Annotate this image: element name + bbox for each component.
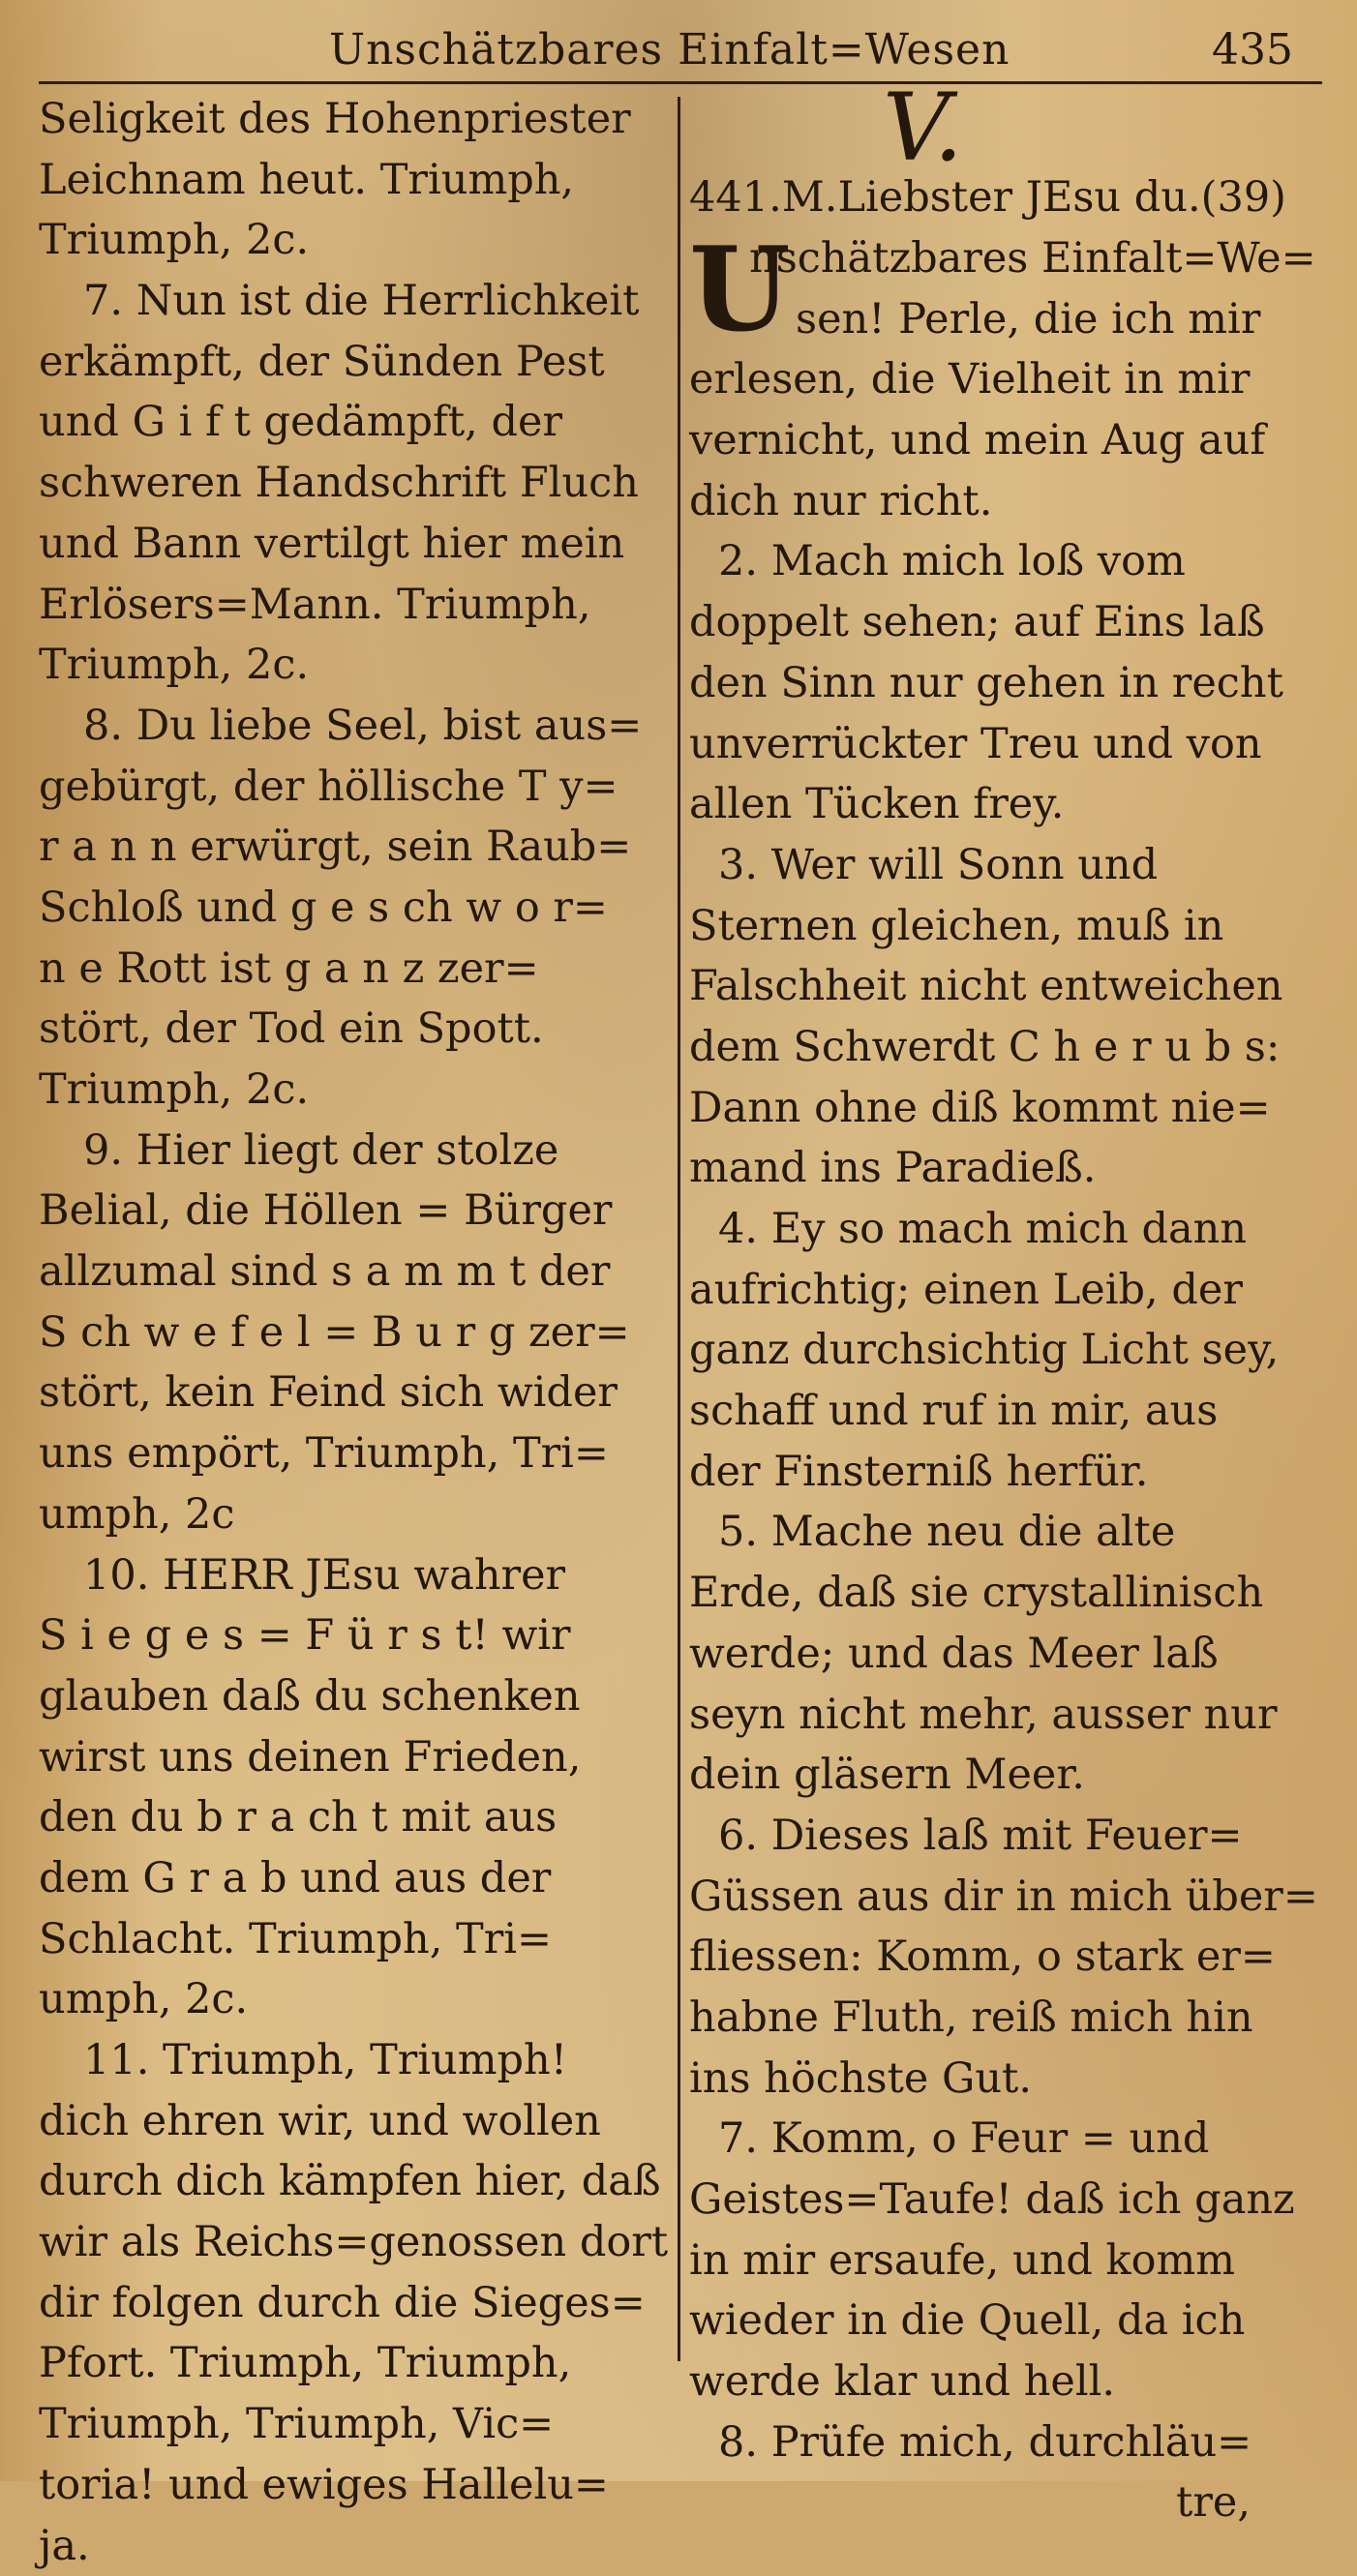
text-line: habne Fluth, reiß mich hin bbox=[689, 1988, 1328, 2049]
text-line: Triumph, Triumph, Vic= bbox=[39, 2394, 678, 2455]
text-line: 5. Mache neu die alte bbox=[689, 1502, 1328, 1563]
text-line: S ch w e f e l = B u r g zer= bbox=[39, 1303, 678, 1363]
text-line: Dann ohne diß kommt nie= bbox=[689, 1078, 1328, 1139]
page-number: 435 bbox=[1212, 25, 1293, 75]
text-line: dir folgen durch die Sieges= bbox=[39, 2273, 678, 2334]
text-line: und G i f t gedämpft, der bbox=[39, 392, 678, 453]
text-line: umph, 2c. bbox=[39, 1969, 678, 2030]
drop-cap: U bbox=[689, 232, 791, 348]
text-line: allen Tücken frey. bbox=[689, 774, 1328, 835]
text-line: stört, der Tod ein Spott. bbox=[39, 999, 678, 1060]
text-line: den du b r a ch t mit aus bbox=[39, 1787, 678, 1848]
text-line: Güssen aus dir in mich über= bbox=[689, 1867, 1328, 1928]
text-line: ja. bbox=[39, 2516, 678, 2576]
text-line: durch dich kämpfen hier, daß bbox=[39, 2151, 678, 2212]
text-line: uns empört, Triumph, Tri= bbox=[39, 1423, 678, 1484]
text-line: Leichnam heut. Triumph, bbox=[39, 150, 678, 211]
text-line: aufrichtig; einen Leib, der bbox=[689, 1260, 1328, 1321]
text-line: wieder in die Quell, da ich bbox=[689, 2291, 1328, 2351]
text-line: 3. Wer will Sonn und bbox=[689, 835, 1328, 896]
catchword: tre, bbox=[689, 2472, 1328, 2533]
text-line: und Bann vertilgt hier mein bbox=[39, 514, 678, 575]
column-divider bbox=[678, 97, 680, 2361]
text-line: dem G r a b und aus der bbox=[39, 1848, 678, 1909]
text-line: Schloß und g e s ch w o r= bbox=[39, 878, 678, 939]
text-line: Erde, daß sie crystallinisch bbox=[689, 1563, 1328, 1624]
text-line: dem Schwerdt C h e r u b s: bbox=[689, 1017, 1328, 1078]
text-line: dich ehren wir, und wollen bbox=[39, 2091, 678, 2152]
text-line: allzumal sind s a m m t der bbox=[39, 1242, 678, 1303]
text-line: stört, kein Feind sich wider bbox=[39, 1363, 678, 1423]
text-line: schweren Handschrift Fluch bbox=[39, 453, 678, 514]
text-line: fliessen: Komm, o stark er= bbox=[689, 1927, 1328, 1988]
text-line: der Finsterniß herfür. bbox=[689, 1442, 1328, 1503]
text-line: glauben daß du schenken bbox=[39, 1666, 678, 1727]
text-line: sen! Perle, die ich mir bbox=[689, 289, 1328, 350]
text-line: seyn nicht mehr, ausser nur bbox=[689, 1685, 1328, 1746]
running-title: Unschätzbares Einfalt=Wesen bbox=[329, 25, 1010, 75]
text-line: ganz durchsichtig Licht sey, bbox=[689, 1320, 1328, 1381]
text-line: dich nur richt. bbox=[689, 471, 1328, 532]
text-line: Seligkeit des Hohenpriester bbox=[39, 89, 678, 150]
text-line: Erlösers=Mann. Triumph, bbox=[39, 575, 678, 636]
text-line: Geistes=Taufe! daß ich ganz bbox=[689, 2170, 1328, 2231]
text-line: Sternen gleichen, muß in bbox=[689, 896, 1328, 957]
hymn-heading: 441.M.Liebster JEsu du.(39) bbox=[689, 166, 1328, 228]
text-line: wirst uns deinen Frieden, bbox=[39, 1727, 678, 1788]
text-line: 7. Nun ist die Herrlichkeit bbox=[39, 271, 678, 332]
text-line: gebürgt, der höllische T y= bbox=[39, 757, 678, 818]
text-line: werde; und das Meer laß bbox=[689, 1624, 1328, 1685]
text-line: schaff und ruf in mir, aus bbox=[689, 1381, 1328, 1442]
text-line: S i e g e s = F ü r s t! wir bbox=[39, 1605, 678, 1666]
text-line: toria! und ewiges Hallelu= bbox=[39, 2455, 678, 2516]
text-line: Falschheit nicht entweichen bbox=[689, 956, 1328, 1017]
text-line: Triumph, 2c. bbox=[39, 210, 678, 271]
hymn-first-line bbox=[689, 228, 1328, 289]
text-line: Belial, die Höllen = Bürger bbox=[39, 1181, 678, 1242]
text-line: 11. Triumph, Triumph! bbox=[39, 2030, 678, 2091]
text-line: den Sinn nur gehen in recht bbox=[689, 653, 1328, 714]
text-line: dein gläsern Meer. bbox=[689, 1745, 1328, 1806]
text-line: Pfort. Triumph, Triumph, bbox=[39, 2333, 678, 2394]
text-line: Triumph, 2c. bbox=[39, 1060, 678, 1121]
text-line: 10. HERR JEsu wahrer bbox=[39, 1545, 678, 1606]
text-line: umph, 2c bbox=[39, 1484, 678, 1545]
text-line: erkämpft, der Sünden Pest bbox=[39, 332, 678, 393]
text-line: mand ins Paradieß. bbox=[689, 1138, 1328, 1199]
text-line: 6. Dieses laß mit Feuer= bbox=[689, 1806, 1328, 1867]
first-line-text: nschätzbares Einfalt=We= bbox=[749, 234, 1316, 283]
text-line: erlesen, die Vielheit in mir bbox=[689, 349, 1328, 410]
text-line: wir als Reichs=genossen dort bbox=[39, 2212, 678, 2273]
text-line: 8. Prüfe mich, durchläu= bbox=[689, 2412, 1328, 2473]
section-letter: V. bbox=[689, 89, 1328, 166]
text-line: Schlacht. Triumph, Tri= bbox=[39, 1909, 678, 1970]
page-header bbox=[39, 19, 1322, 84]
text-line: unverrückter Treu und von bbox=[689, 714, 1328, 775]
text-line: werde klar und hell. bbox=[689, 2351, 1328, 2412]
text-line: Triumph, 2c. bbox=[39, 635, 678, 696]
left-column bbox=[39, 89, 678, 2576]
text-line: 8. Du liebe Seel, bist aus= bbox=[39, 696, 678, 757]
text-line: 2. Mach mich loß vom bbox=[689, 531, 1328, 592]
text-line: 7. Komm, o Feur = und bbox=[689, 2109, 1328, 2170]
right-column bbox=[689, 89, 1328, 2533]
text-line: n e Rott ist g a n z zer= bbox=[39, 939, 678, 1000]
text-line: r a n n erwürgt, sein Raub= bbox=[39, 817, 678, 878]
text-line: doppelt sehen; auf Eins laß bbox=[689, 592, 1328, 653]
text-line: in mir ersaufe, und komm bbox=[689, 2231, 1328, 2291]
right-column-lines bbox=[689, 289, 1328, 2473]
text-line: vernicht, und mein Aug auf bbox=[689, 410, 1328, 471]
text-line: ins höchste Gut. bbox=[689, 2049, 1328, 2110]
text-line: 9. Hier liegt der stolze bbox=[39, 1121, 678, 1182]
text-line: 4. Ey so mach mich dann bbox=[689, 1199, 1328, 1260]
